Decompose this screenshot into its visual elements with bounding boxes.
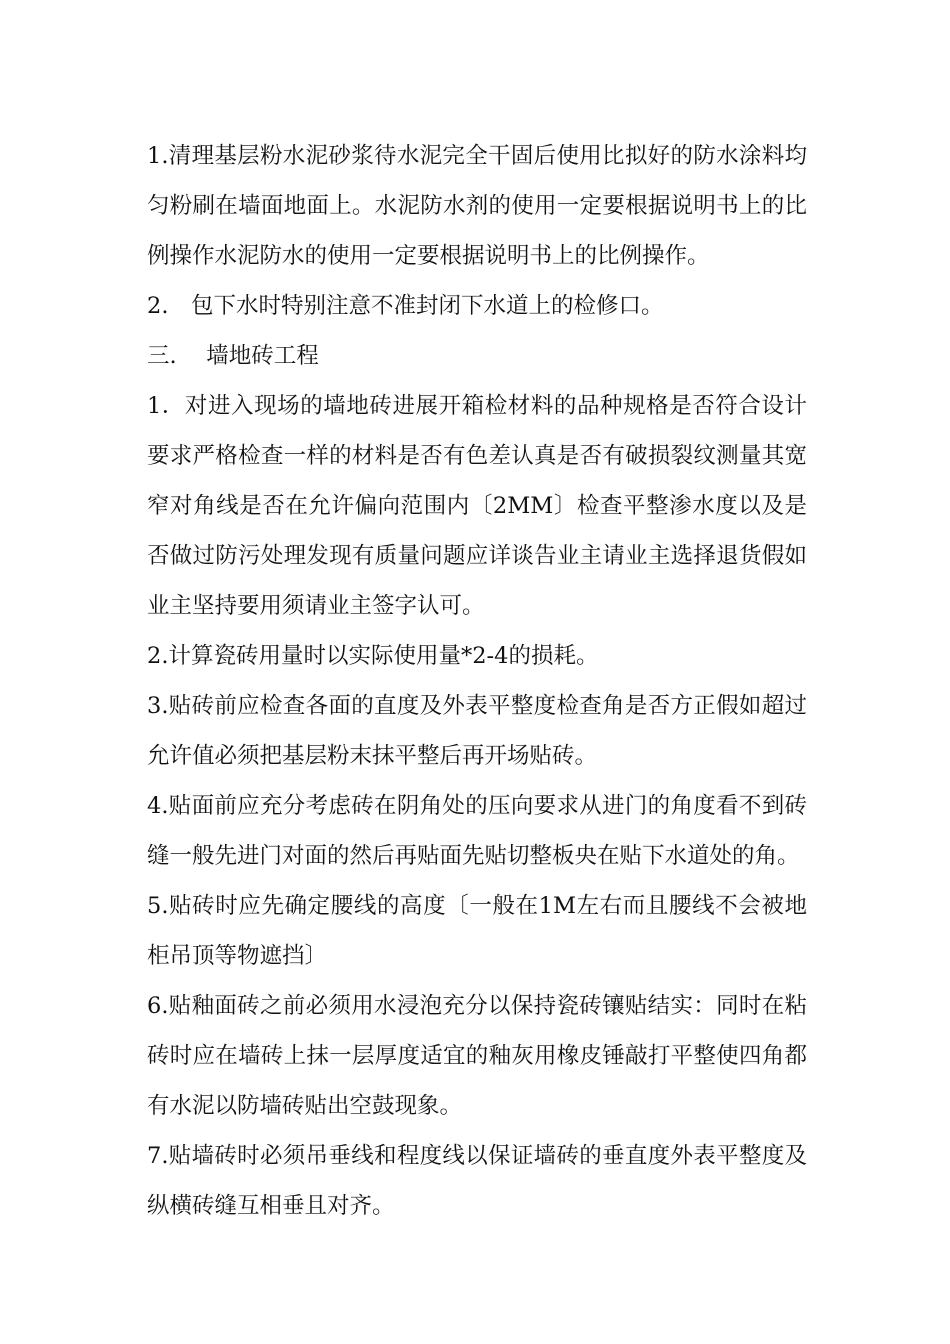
document-body: [147, 131, 807, 1231]
paragraph-drain-access: 2. 包下水时特别注意不准封闭下水道上的检修口。: [147, 293, 664, 319]
paragraph-glazed-tile-soaking: 6.贴釉面砖之前必须用水浸泡充分以保持瓷砖镶贴结实：同时在粘砖时应在墙砖上抹一层厚度适宜的釉灰用橡皮锤敲打平整使四角都有水泥以防墙砖贴出空鼓现象。: [147, 993, 807, 1119]
paragraph-corner-direction: 4.贴面前应充分考虑砖在阴角处的压向要求从进门的角度看不到砖缝一般先进门对面的然后再贴面先贴切整板央在贴下水道处的角。: [147, 793, 807, 869]
paragraph-waistline-height: 5.贴砖时应先确定腰线的高度〔一般在1M左右而且腰线不会被地柜吊顶等物遮挡〕: [147, 893, 807, 969]
paragraph-tile-quantity: 2.计算瓷砖用量时以实际使用量*2-4的损耗。: [147, 643, 599, 669]
paragraph-cleaning-base: 1.清理基层粉水泥砂浆待水泥完全干固后使用比拟好的防水涂料均匀粉刷在墙面地面上。水泥防水剂的使用一定要根据说明书上的比例操作水泥防水的使用一定要根据说明书上的比例操作。: [147, 143, 807, 269]
paragraph-surface-check: 3.贴砖前应检查各面的直度及外表平整度检查角是否方正假如超过允许值必须把基层粉末抹平整后再开场贴砖。: [147, 693, 807, 769]
paragraph-plumb-line: 7.贴墙砖时必须吊垂线和程度线以保证墙砖的垂直度外表平整度及纵横砖缝互相垂且对齐。: [147, 1143, 807, 1219]
section-heading-tile-work: 三. 墙地砖工程: [147, 343, 319, 369]
paragraph-tile-inspection: 1．对进入现场的墙地砖进展开箱检材料的品种规格是否符合设计要求严格检查一样的材料是否有色差认真是否有破损裂纹测量其宽窄对角线是否在允许偏向范围内〔2MM〕检查平整渗水度以及是否做过防污处理发现有质量问题应详谈告业主请业主选择退货假如业主坚持要用须请业主签字认可。: [147, 393, 807, 619]
